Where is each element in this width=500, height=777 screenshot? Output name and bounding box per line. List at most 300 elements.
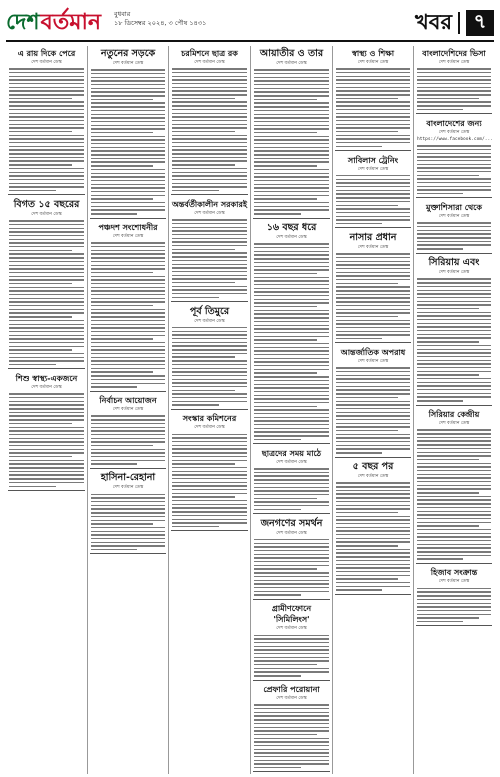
text-line — [172, 356, 235, 357]
story-headline[interactable]: গ্রামীণফোনে 'সিমিলিংস' — [271, 604, 312, 625]
text-line — [9, 101, 84, 102]
news-story — [333, 347, 413, 457]
story-body-text — [333, 367, 413, 453]
story-divider — [416, 405, 492, 406]
text-line — [417, 455, 491, 456]
story-byline: দেশ বর্তমান ডেস্ক — [438, 60, 470, 65]
text-line — [9, 149, 84, 150]
text-line — [417, 400, 463, 401]
story-headline[interactable]: বিগত ১৫ বছরের — [13, 198, 80, 210]
masthead — [6, 6, 494, 42]
text-line — [9, 242, 84, 243]
text-line — [91, 279, 165, 280]
text-line — [91, 527, 165, 528]
text-line — [172, 234, 247, 235]
text-line — [91, 327, 165, 328]
story-headline[interactable]: নাসার প্রধান — [349, 231, 397, 243]
text-line — [336, 564, 410, 565]
text-line — [172, 404, 219, 405]
text-line — [9, 179, 84, 180]
text-line — [254, 391, 329, 392]
text-line — [9, 287, 84, 288]
text-line — [91, 324, 165, 325]
text-line — [336, 327, 410, 328]
text-line — [254, 756, 329, 757]
story-body-text — [414, 429, 494, 559]
text-line — [336, 90, 410, 91]
newspaper-logo[interactable] — [6, 5, 101, 42]
text-line — [417, 164, 491, 165]
text-line — [336, 541, 410, 542]
text-line — [417, 437, 491, 438]
story-headline[interactable]: স্বাস্থ্য ও শিক্ষা — [351, 49, 395, 58]
text-line — [91, 494, 165, 495]
text-line — [336, 501, 410, 502]
text-line — [417, 286, 491, 287]
text-line — [9, 290, 84, 291]
text-line — [9, 98, 72, 99]
story-divider — [416, 197, 492, 198]
text-line — [172, 282, 235, 283]
text-line — [417, 301, 491, 302]
section-name: খবর — [414, 9, 452, 34]
news-story — [414, 409, 494, 563]
text-line — [172, 471, 247, 472]
text-line — [9, 105, 84, 106]
text-line — [254, 332, 329, 333]
story-headline[interactable]: সিরিয়ার কেন্দ্রীয় — [428, 410, 480, 420]
text-line — [9, 324, 84, 325]
text-line — [91, 549, 137, 550]
text-line — [9, 83, 84, 84]
text-line — [91, 430, 165, 431]
text-line — [172, 371, 247, 372]
text-line — [254, 258, 329, 259]
text-line — [91, 379, 165, 380]
story-headline[interactable]: সংস্কার কমিশনের — [182, 414, 237, 424]
text-line — [336, 582, 410, 583]
story-headline[interactable]: নির্বাচন আয়োজন — [99, 396, 157, 406]
story-link[interactable]: https://www.facebook.com/... — [417, 136, 493, 142]
text-line — [91, 335, 165, 336]
text-line — [91, 368, 165, 369]
text-line — [254, 660, 329, 661]
text-line — [417, 591, 491, 592]
text-line — [91, 265, 165, 266]
story-divider — [90, 468, 166, 469]
text-line — [336, 138, 410, 139]
text-line — [417, 87, 491, 88]
text-line — [417, 429, 491, 430]
text-line — [91, 154, 165, 155]
text-line — [254, 372, 317, 373]
text-line — [336, 586, 410, 587]
text-line — [9, 427, 84, 428]
text-line — [172, 345, 247, 346]
news-story — [6, 199, 87, 369]
story-headline[interactable]: হাসিনা-রেহানা — [100, 472, 156, 484]
text-line — [91, 383, 165, 384]
text-line — [417, 374, 479, 375]
story-divider — [171, 530, 248, 531]
text-line — [91, 184, 165, 185]
text-line — [9, 265, 84, 266]
text-line — [172, 463, 235, 464]
text-line — [254, 417, 329, 418]
story-byline: দেশ বর্তমান ডেস্ক — [357, 244, 389, 250]
text-line — [254, 313, 329, 314]
text-line — [336, 448, 410, 449]
text-line — [91, 176, 165, 177]
text-line — [172, 146, 247, 147]
text-line — [91, 497, 165, 498]
story-byline: দেশ বর্তমান ডেস্ক — [438, 214, 470, 220]
text-line — [336, 575, 410, 576]
text-line — [172, 227, 247, 228]
text-line — [417, 72, 491, 73]
news-story — [251, 518, 332, 600]
text-line — [336, 105, 410, 106]
text-line — [336, 545, 398, 546]
text-line — [9, 404, 84, 405]
text-line — [417, 360, 491, 361]
story-byline: দেশ বর্তমান ডেস্ক — [276, 626, 307, 632]
story-headline[interactable]: হিজাব সংক্রান্ত — [430, 568, 478, 578]
text-line — [254, 321, 329, 322]
text-line — [91, 349, 165, 350]
text-line — [254, 95, 329, 96]
text-line — [91, 316, 165, 317]
story-body-text — [6, 68, 87, 191]
story-headline[interactable]: বাংলাদেশের জন্য — [426, 118, 482, 128]
story-headline[interactable]: ১৬ বছর ধরে — [266, 222, 317, 234]
story-byline: দেশ বর্তমান ডেস্ক — [31, 211, 62, 217]
text-line — [9, 452, 84, 453]
text-line — [254, 310, 329, 311]
text-line — [172, 393, 247, 394]
text-line — [91, 353, 165, 354]
text-line — [336, 142, 410, 143]
story-byline: দেশ বর্তমান ডেস্ক — [438, 270, 470, 276]
story-byline: দেশ বর্তমান ডেস্ক — [438, 421, 470, 427]
text-line — [417, 345, 491, 346]
story-divider — [253, 771, 330, 772]
news-story — [333, 48, 413, 151]
text-line — [9, 94, 84, 95]
text-line — [417, 178, 491, 179]
text-line — [417, 241, 491, 242]
text-line — [417, 323, 491, 324]
text-line — [417, 149, 491, 150]
story-headline[interactable]: সাবিলাস ট্রেনিং — [347, 155, 399, 165]
story-divider — [8, 368, 85, 369]
text-line — [336, 441, 410, 442]
story-byline: দেশ বর্তমান ডেস্ক — [276, 696, 307, 702]
text-line — [91, 195, 165, 196]
story-body-text — [414, 278, 494, 401]
text-line — [254, 646, 329, 647]
text-line — [254, 347, 329, 348]
text-line — [91, 538, 165, 539]
text-line — [336, 334, 410, 335]
text-line — [91, 441, 165, 442]
text-line — [9, 268, 84, 269]
text-line — [336, 253, 410, 254]
story-headline[interactable]: নতুনের সড়কে — [100, 48, 156, 59]
text-line — [172, 334, 247, 335]
text-line — [172, 153, 247, 154]
text-line — [417, 558, 463, 559]
story-byline: দেশ বর্তমান ডেস্ক — [112, 61, 144, 66]
text-line — [91, 545, 165, 546]
text-line — [336, 275, 410, 276]
text-line — [336, 72, 410, 73]
story-headline[interactable]: আন্তর্জাতিক অপরাধ — [340, 348, 406, 358]
text-line — [91, 73, 165, 74]
text-line — [336, 294, 410, 295]
story-divider — [90, 391, 166, 392]
text-line — [254, 99, 317, 100]
story-headline[interactable]: চরমিশনে ছাত্র রক — [181, 49, 238, 58]
text-line — [336, 146, 382, 147]
text-line — [9, 190, 56, 191]
text-line — [417, 492, 479, 493]
text-line — [172, 113, 247, 114]
text-line — [9, 79, 84, 80]
story-headline[interactable]: জনগণের সমর্থন — [260, 517, 323, 529]
text-line — [9, 353, 84, 354]
text-line — [9, 142, 84, 143]
text-line — [336, 375, 410, 376]
text-line — [9, 276, 84, 277]
text-line — [336, 538, 410, 539]
text-line — [254, 343, 329, 344]
text-line — [417, 529, 491, 530]
story-headline[interactable]: প্রেফারি পরোয়ানা — [263, 685, 320, 695]
text-line — [254, 498, 317, 499]
text-line — [172, 467, 247, 468]
text-line — [172, 116, 247, 117]
text-line — [172, 504, 247, 505]
text-line — [417, 233, 491, 234]
column-4 — [250, 46, 332, 774]
text-line — [9, 283, 72, 284]
text-line — [91, 505, 165, 506]
text-line — [91, 169, 165, 170]
text-line — [417, 171, 491, 172]
text-line — [91, 125, 165, 126]
text-line — [91, 246, 165, 247]
text-line — [172, 160, 247, 161]
story-body-text — [251, 704, 332, 768]
text-line — [336, 401, 410, 402]
text-line — [417, 330, 491, 331]
text-line — [336, 560, 410, 561]
text-line — [172, 186, 247, 187]
text-line — [336, 113, 410, 114]
text-line — [417, 617, 479, 618]
news-story — [88, 395, 168, 468]
text-line — [254, 398, 329, 399]
story-headline[interactable]: মুক্তাশিসারা থেকে — [426, 203, 482, 213]
story-divider — [90, 218, 166, 219]
text-line — [417, 448, 491, 449]
text-line — [91, 301, 165, 302]
text-line — [254, 84, 329, 85]
news-story — [414, 48, 494, 114]
text-line — [172, 342, 247, 343]
text-line — [91, 202, 165, 203]
story-divider — [8, 490, 85, 491]
text-line — [254, 591, 329, 592]
text-line — [336, 68, 410, 69]
text-line — [254, 671, 329, 672]
text-line — [9, 335, 84, 336]
text-line — [417, 222, 491, 223]
text-line — [417, 68, 491, 69]
text-line — [91, 114, 165, 115]
text-line — [254, 635, 329, 636]
text-line — [9, 415, 84, 416]
text-line — [172, 98, 235, 99]
text-line — [336, 193, 410, 194]
text-line — [91, 95, 165, 96]
story-byline: দেশ বর্তমান ডেস্ক — [194, 318, 225, 324]
story-divider — [171, 409, 248, 410]
text-line — [336, 578, 398, 579]
story-headline[interactable]: ছাত্রদের সময় মাঠে — [261, 448, 322, 458]
text-line — [91, 320, 165, 321]
text-line — [417, 396, 491, 397]
story-body-text — [169, 219, 250, 298]
text-line — [9, 401, 84, 402]
text-line — [254, 723, 329, 724]
text-line — [417, 175, 479, 176]
story-headline[interactable]: সিরিয়ায় এবং — [428, 257, 480, 269]
text-line — [172, 190, 219, 191]
story-headline[interactable]: অন্তর্বর্তীকালীন সরকারই — [171, 199, 248, 209]
story-body-text — [88, 69, 168, 214]
text-line — [91, 309, 165, 310]
text-line — [9, 393, 84, 394]
text-line — [254, 165, 317, 166]
logo-part-1: দেশ — [6, 9, 40, 35]
text-line — [9, 253, 84, 254]
text-line — [417, 555, 491, 556]
story-byline: দেশ বর্তমান ডেস্ক — [276, 235, 307, 241]
text-line — [336, 486, 410, 487]
text-line — [254, 376, 329, 377]
story-divider — [335, 150, 411, 151]
text-line — [417, 463, 491, 464]
text-line — [172, 142, 247, 143]
text-line — [91, 531, 165, 532]
story-byline: দেশ বর্তমান ডেস্ক — [31, 60, 62, 65]
text-line — [91, 456, 165, 457]
text-line — [91, 110, 165, 111]
story-headline[interactable]: আয়াতীর ও তার — [259, 48, 324, 59]
text-line — [336, 135, 410, 136]
text-line — [254, 187, 329, 188]
text-line — [172, 401, 247, 402]
story-divider — [171, 301, 248, 302]
text-line — [172, 500, 247, 501]
text-line — [254, 468, 329, 469]
text-line — [91, 117, 165, 118]
text-line — [417, 312, 491, 313]
story-headline[interactable]: পঞ্চদশ সংশোধনীর — [98, 223, 158, 233]
text-line — [9, 116, 84, 117]
text-line — [336, 309, 410, 310]
text-line — [9, 175, 84, 176]
text-line — [254, 719, 329, 720]
text-line — [254, 69, 329, 70]
text-line — [336, 530, 410, 531]
story-headline[interactable]: পূর্ব তিমুরে — [189, 305, 230, 317]
text-line — [417, 278, 491, 279]
text-line — [172, 360, 247, 361]
text-line — [91, 102, 165, 103]
text-line — [9, 246, 84, 247]
text-line — [254, 435, 329, 436]
text-line — [9, 412, 84, 413]
story-byline: দেশ বর্তমান ডেস্ক — [276, 530, 307, 536]
text-line — [336, 426, 410, 427]
text-line — [336, 297, 410, 298]
text-line — [336, 87, 410, 88]
story-body-text — [88, 242, 168, 387]
story-divider — [335, 594, 411, 595]
text-line — [9, 346, 84, 347]
text-line — [9, 231, 84, 232]
story-headline[interactable]: ৫ বছর পর — [352, 461, 394, 473]
text-line — [417, 293, 491, 294]
text-line — [417, 481, 491, 482]
column-2 — [87, 46, 168, 774]
text-line — [254, 277, 329, 278]
text-line — [336, 437, 410, 438]
text-line — [254, 299, 329, 300]
story-headline[interactable]: শিশু স্বাস্থ্য-একজনে — [15, 374, 78, 384]
story-headline[interactable]: বাংলাদেশিদের ভিসা — [422, 49, 486, 58]
story-byline: দেশ বর্তমান ডেস্ক — [194, 60, 225, 65]
text-line — [417, 503, 491, 504]
text-line — [9, 279, 84, 280]
text-line — [172, 338, 247, 339]
text-line — [91, 460, 165, 461]
story-divider — [171, 194, 248, 195]
text-line — [91, 209, 165, 210]
text-line — [254, 413, 329, 414]
story-byline: দেশ বর্তমান ডেস্ক — [276, 459, 307, 465]
text-line — [417, 98, 479, 99]
story-headline[interactable]: এ রায় দিকে পেরে — [17, 49, 76, 58]
text-line — [336, 571, 410, 572]
text-line — [172, 485, 247, 486]
text-line — [336, 175, 410, 176]
text-line — [254, 254, 329, 255]
text-line — [254, 715, 329, 716]
text-line — [417, 474, 491, 475]
text-line — [254, 184, 329, 185]
text-line — [254, 80, 329, 81]
text-line — [417, 522, 491, 523]
text-line — [336, 201, 410, 202]
text-line — [417, 304, 491, 305]
text-line — [254, 439, 301, 440]
news-story — [169, 48, 250, 195]
text-line — [336, 490, 410, 491]
